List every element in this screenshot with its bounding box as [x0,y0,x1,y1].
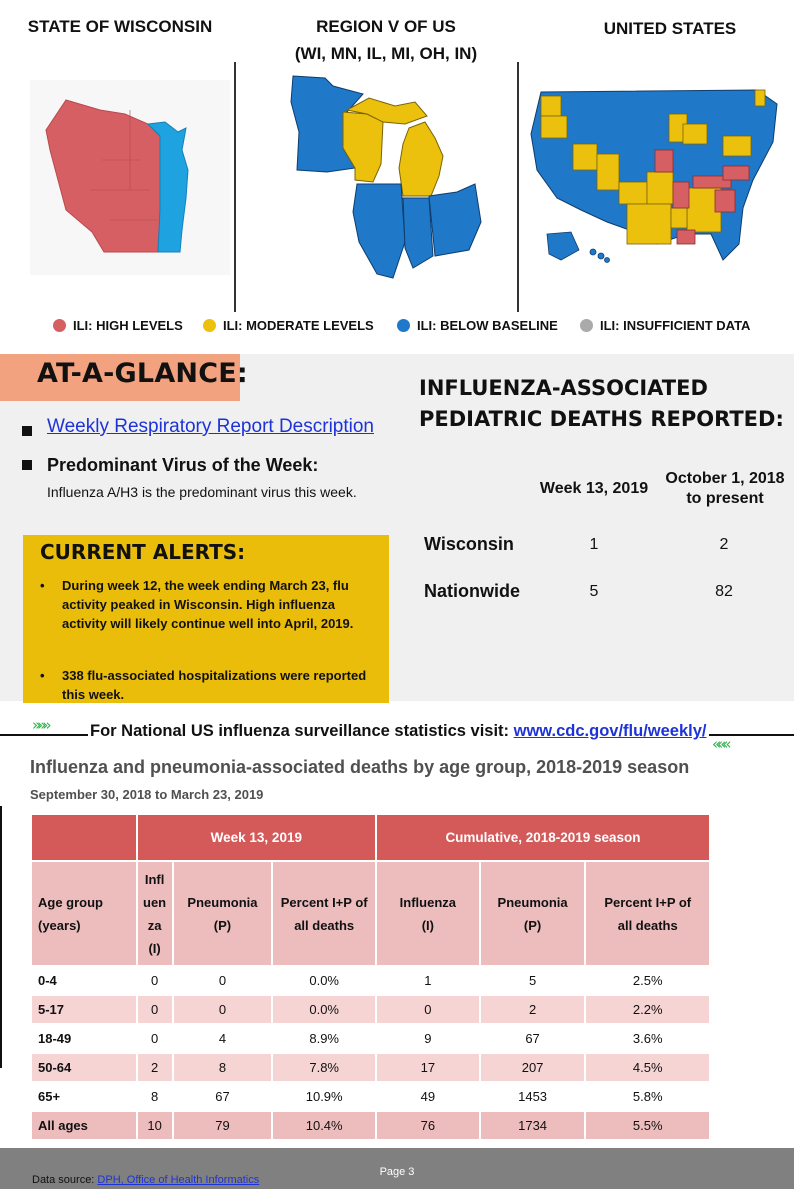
data-source-link[interactable]: DPH, Office of Health Informatics [97,1174,260,1186]
table-cell: 207 [480,1053,586,1082]
col-header-percent [272,861,376,966]
table-cell: 2 [137,1053,173,1082]
table-cell: 2 [480,995,586,1024]
deaths-table-title: Influenza and pneumonia-associated deaths by age group, 2018-2019 season [30,757,690,777]
pediatric-deaths-title [419,373,784,435]
region-map-title-line2: (WI, MN, IL, MI, OH, IN) [294,44,478,63]
table-cell: 5.8% [585,1082,710,1111]
table-cell: 2.2% [585,995,710,1024]
pediatric-col-season-line2: to present [686,490,764,507]
table-cell: 0.0% [272,966,376,995]
col-header-line: uen [143,894,167,910]
pediatric-col-week: Week 13, 2019 [539,480,649,497]
deaths-by-age-table [30,813,711,1141]
table-cell: 9 [376,1024,480,1053]
predominant-virus-heading: Predominant Virus of the Week: [47,455,319,475]
col-header-line: Influenza [399,894,457,910]
col-header-line: Percent I+P of [604,894,692,910]
region-map-title-line1: REGION V OF US [316,17,456,36]
alert-item [40,576,375,633]
data-source [32,1174,259,1186]
cdc-flu-weekly-link[interactable]: www.cdc.gov/flu/weekly/ [513,722,707,740]
region-map-title [258,13,514,67]
national-surveillance-line [88,722,709,741]
pediatric-row-season-value: 2 [719,536,729,553]
bullet-dot-icon: • [40,578,45,593]
high-level-dot-icon [53,319,66,332]
col-header-line: (P) [213,917,232,933]
pediatric-deaths-title-line1: INFLUENZA-ASSOCIATED [419,376,708,400]
table-row [31,966,710,995]
col-header-line: (years) [38,917,81,933]
pediatric-col-season [660,469,790,509]
table-row [31,1082,710,1111]
table-cell: 1453 [480,1082,586,1111]
col-header-pneumonia [173,861,273,966]
table-cell: 2.5% [585,966,710,995]
legend-label-high: ILI: HIGH LEVELS [73,318,183,333]
col-header-influenza [137,861,173,966]
legend-item-moderate [203,318,374,333]
age-group-cell: 18-49 [31,1024,137,1053]
col-header-line: all deaths [617,917,678,933]
legend-label-moderate: ILI: MODERATE LEVELS [223,318,374,333]
age-group-cell: 50-64 [31,1053,137,1082]
wisconsin-map-title: STATE OF WISCONSIN [27,17,213,36]
col-header-line: Infl [144,871,165,887]
table-cell: 0 [137,995,173,1024]
table-row [31,1053,710,1082]
pediatric-row-label: Nationwide [424,581,521,601]
table-column-header-row [31,861,710,966]
table-cell: 0 [137,966,173,995]
weekly-report-description-link[interactable]: Weekly Respiratory Report Description [47,416,374,437]
table-cell: 1 [376,966,480,995]
age-group-cell: 0-4 [31,966,137,995]
col-header-line: (I) [421,917,434,933]
table-cell: 67 [480,1024,586,1053]
insufficient-data-dot-icon [580,319,593,332]
arrow-decoration-right-icon: ««« [712,735,728,753]
table-cell: 7.8% [272,1053,376,1082]
ili-legend [0,318,794,340]
col-header-line: Pneumonia [187,894,258,910]
table-row [31,1024,710,1053]
deaths-table-subtitle: September 30, 2018 to March 23, 2019 [30,787,264,802]
legend-label-below: ILI: BELOW BASELINE [417,318,558,333]
table-cell: 5 [480,966,586,995]
table-cell: 67 [173,1082,273,1111]
page-number: Page 3 [379,1166,415,1178]
us-map-title: UNITED STATES [603,19,737,38]
legend-label-insufficient: ILI: INSUFFICIENT DATA [600,318,751,333]
moderate-level-dot-icon [203,319,216,332]
map-divider-left [234,62,236,312]
table-cell: 0 [173,995,273,1024]
legend-item-high [53,318,183,333]
pediatric-deaths-title-line2: PEDIATRIC DEATHS REPORTED: [419,407,784,431]
divider-line-left [0,734,90,736]
table-group-header-empty [31,814,137,861]
indiana-shape [403,198,433,268]
col-header-age [31,861,137,966]
table-cell: 76 [376,1111,480,1140]
below-baseline-dot-icon [397,319,410,332]
michigan-lower-shape [399,122,443,196]
us-map [527,84,789,269]
table-cell: 10.4% [272,1111,376,1140]
col-header-line: Age group [38,894,103,910]
pediatric-row-week-value: 1 [589,536,599,553]
arrow-decoration-left-icon: »»» [32,716,48,734]
alert-item-text: During week 12, the week ending March 23, flu activity peaked in Wisconsin. High influenza activity will likely continue well into April, 2019. [62,578,354,631]
table-cell: 49 [376,1082,480,1111]
bullet-square-icon [22,426,32,436]
col-header-line: za [147,917,162,933]
alert-item [40,666,375,704]
col-header-cum-pneumonia [480,861,586,966]
table-group-header-row [31,814,710,861]
alert-item-text: 338 flu-associated hospitalizations were reported this week. [62,668,367,702]
pediatric-col-season-line1: October 1, 2018 [665,470,785,487]
legend-item-below [397,318,558,333]
table-cell: 0 [376,995,480,1024]
table-group-header-week: Week 13, 2019 [137,814,376,861]
wisconsin-region-shape [343,112,383,182]
illinois-shape [353,184,405,278]
pediatric-row-week-value: 5 [589,583,599,600]
col-header-line: Percent I+P of [280,894,368,910]
bullet-dot-icon: • [40,668,45,683]
col-header-line: Pneumonia [497,894,568,910]
table-cell: 1734 [480,1111,586,1140]
table-cell: 0.0% [272,995,376,1024]
table-cell: 5.5% [585,1111,710,1140]
wisconsin-map [30,80,230,275]
table-cell: 4.5% [585,1053,710,1082]
table-cell: 79 [173,1111,273,1140]
table-cell: 8.9% [272,1024,376,1053]
legend-item-insufficient [580,318,750,333]
age-group-cell: 65+ [31,1082,137,1111]
table-cell: 0 [137,1024,173,1053]
table-group-header-cumulative: Cumulative, 2018-2019 season [376,814,710,861]
col-header-line: all deaths [294,917,355,933]
table-cell: 4 [173,1024,273,1053]
at-a-glance-title: AT-A-GLANCE: [37,358,248,389]
pediatric-row-season-value: 82 [715,583,733,600]
age-group-cell: All ages [31,1111,137,1140]
us-insets [547,232,610,263]
map-divider-right [517,62,519,312]
national-surveillance-text: For National US influenza surveillance statistics visit: [90,722,514,740]
table-cell: 3.6% [585,1024,710,1053]
ohio-shape [429,184,481,256]
region-v-map [285,72,505,292]
age-group-cell: 5-17 [31,995,137,1024]
bullet-square-icon [22,460,32,470]
table-cell: 0 [173,966,273,995]
table-row [31,995,710,1024]
table-cell: 17 [376,1053,480,1082]
col-header-line: (I) [148,940,161,956]
col-header-line: (P) [523,917,542,933]
current-alerts-title: CURRENT ALERTS: [40,540,246,564]
pediatric-row-label: Wisconsin [424,534,514,554]
table-cell: 10.9% [272,1082,376,1111]
table-cell: 8 [137,1082,173,1111]
predominant-virus-text: Influenza A/H3 is the predominant virus this week. [47,484,357,500]
left-margin-bar [0,806,2,1068]
table-cell: 10 [137,1111,173,1140]
col-header-cum-influenza [376,861,480,966]
table-cell: 8 [173,1053,273,1082]
table-row-total [31,1111,710,1140]
col-header-cum-percent [585,861,710,966]
data-source-label: Data source: [32,1174,98,1186]
